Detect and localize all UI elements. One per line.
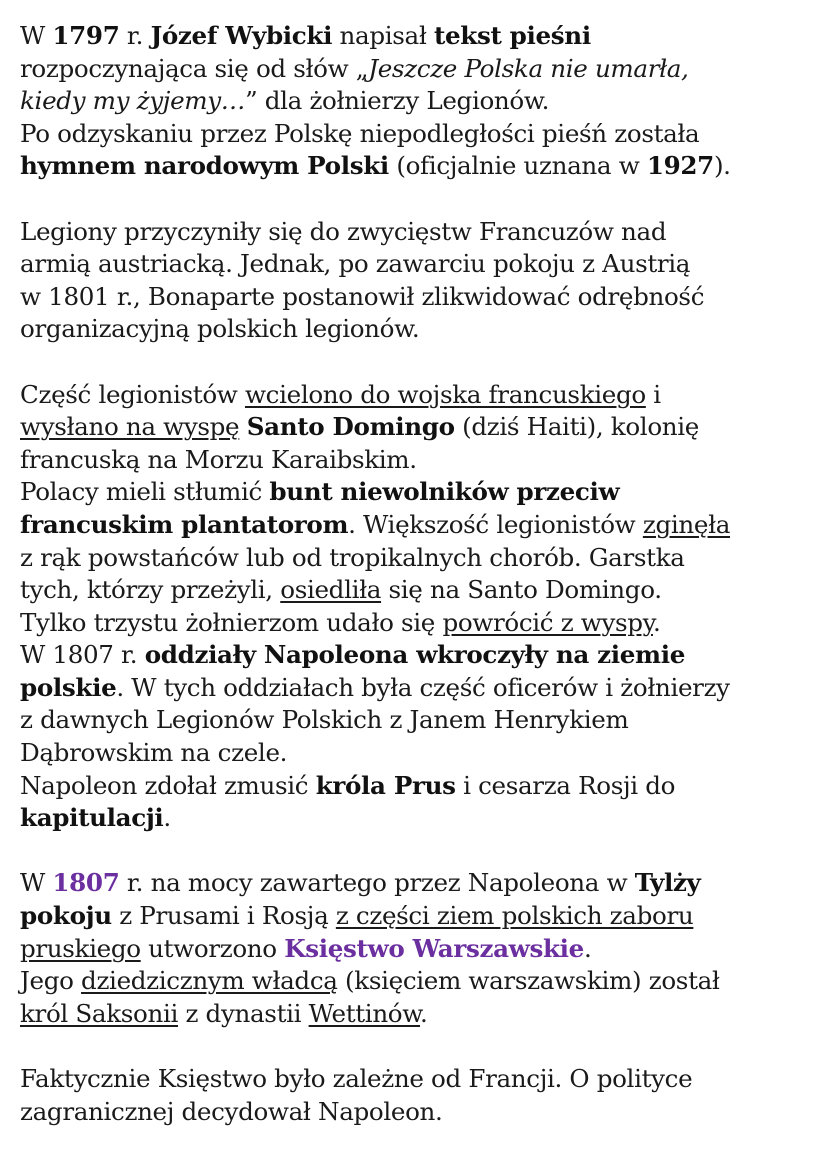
bold-phrase: bunt niewolników przeciw bbox=[269, 477, 620, 507]
line: tych, którzy przeżyli, osiedliła się na Santo Domingo. bbox=[20, 575, 662, 605]
bold-phrase: króla Prus bbox=[315, 770, 456, 800]
line: pruskiego utworzono Księstwo Warszawskie. bbox=[20, 933, 592, 963]
line: Część legionistów wcielono do wojska francuskiego i bbox=[20, 379, 661, 409]
underlined-phrase: dziedzicznym władcą bbox=[81, 966, 338, 996]
line: król Saksonii z dynastii Wettinów. bbox=[20, 998, 428, 1028]
line: zagranicznej decydował Napoleon. bbox=[20, 1096, 443, 1126]
line: Jego dziedzicznym władcą (księciem warszawskim) został bbox=[20, 966, 720, 996]
line: kiedy my żyjemy…” dla żołnierzy Legionów. bbox=[20, 86, 550, 116]
line: Legiony przyczyniły się do zwycięstw Francuzów nad bbox=[20, 216, 667, 246]
line: z rąk powstańców lub od tropikalnych chorób. Garstka bbox=[20, 542, 685, 572]
line: francuską na Morzu Karaibskim. bbox=[20, 444, 417, 474]
anthem-quote: kiedy my żyjemy… bbox=[20, 86, 246, 116]
line: hymnem narodowym Polski (oficjalnie uznana w 1927). bbox=[20, 151, 731, 181]
paragraph-gap bbox=[20, 835, 815, 868]
underlined-phrase: powrócić z wyspy bbox=[442, 607, 653, 637]
underlined-phrase: wysłano na wyspę bbox=[20, 412, 240, 442]
bold-phrase: Tylży bbox=[634, 868, 701, 898]
national-anthem-term: hymnem narodowym Polski bbox=[20, 151, 389, 181]
underlined-phrase: z części ziem polskich zaboru bbox=[335, 901, 694, 931]
underlined-phrase: osiedliła bbox=[280, 575, 382, 605]
bold-phrase: polskie bbox=[20, 672, 117, 702]
line: W 1807 r. oddziały Napoleona wkroczyły na ziemie bbox=[20, 640, 686, 670]
anthem-quote: Jeszcze Polska nie umarła, bbox=[368, 53, 689, 83]
document-body bbox=[20, 20, 815, 1128]
underlined-phrase: wcielono do wojska francuskiego bbox=[244, 379, 646, 409]
paragraph-gap bbox=[20, 346, 815, 379]
line: w 1801 r., Bonaparte postanowił zlikwidować odrębność bbox=[20, 281, 705, 311]
line: organizacyjną polskich legionów. bbox=[20, 314, 420, 344]
line: Faktycznie Księstwo było zależne od Francji. O polityce bbox=[20, 1064, 693, 1093]
year-1807-highlight: 1807 bbox=[52, 868, 120, 898]
santo-domingo: Santo Domingo bbox=[246, 412, 455, 442]
line: W 1797 r. Józef Wybicki napisał tekst pieśni bbox=[20, 21, 591, 50]
line: pokoju z Prusami i Rosją z części ziem polskich zaboru bbox=[20, 901, 694, 931]
year-1797: 1797 bbox=[52, 21, 120, 50]
line: kapitulacji. bbox=[20, 803, 171, 833]
bold-phrase: oddziały Napoleona wkroczyły na ziemie bbox=[144, 640, 686, 670]
underlined-phrase: król Saksonii bbox=[20, 998, 179, 1028]
line: Polacy mieli stłumić bunt niewolników przeciw bbox=[20, 477, 620, 507]
underlined-phrase: zginęła bbox=[642, 509, 731, 539]
bold-phrase: francuskim plantatorom bbox=[20, 509, 349, 539]
underlined-phrase: Wettinów bbox=[308, 998, 421, 1028]
paragraph-gap bbox=[20, 183, 815, 216]
line: Napoleon zdołał zmusić króla Prus i cesarza Rosji do bbox=[20, 770, 676, 800]
line: Tylko trzystu żołnierzom udało się powrócić z wyspy. bbox=[20, 607, 661, 637]
line: francuskim plantatorom. Większość legionistów zginęła bbox=[20, 509, 731, 539]
line: wysłano na wyspę Santo Domingo (dziś Haiti), kolonię bbox=[20, 412, 699, 442]
line: Dąbrowskim na czele. bbox=[20, 738, 288, 768]
song-text-term: tekst pieśni bbox=[433, 21, 591, 50]
line: z dawnych Legionów Polskich z Janem Henrykiem bbox=[20, 705, 629, 735]
line: W 1807 r. na mocy zawartego przez Napoleona w Tylży bbox=[20, 868, 701, 898]
line: rozpoczynająca się od słów „Jeszcze Polska nie umarła, bbox=[20, 53, 689, 83]
underlined-phrase: pruskiego bbox=[20, 933, 141, 963]
bold-phrase: pokoju bbox=[20, 901, 112, 931]
line: polskie. W tych oddziałach była część oficerów i żołnierzy bbox=[20, 672, 730, 702]
line: Po odzyskaniu przez Polskę niepodległości pieśń została bbox=[20, 118, 700, 148]
paragraph-gap bbox=[20, 1030, 815, 1063]
year-1927: 1927 bbox=[646, 151, 714, 181]
duchy-of-warsaw-highlight: Księstwo Warszawskie bbox=[284, 933, 584, 963]
line: armią austriacką. Jednak, po zawarciu pokoju z Austrią bbox=[20, 249, 691, 279]
author-name: Józef Wybicki bbox=[150, 21, 333, 50]
bold-phrase: kapitulacji bbox=[20, 803, 164, 833]
